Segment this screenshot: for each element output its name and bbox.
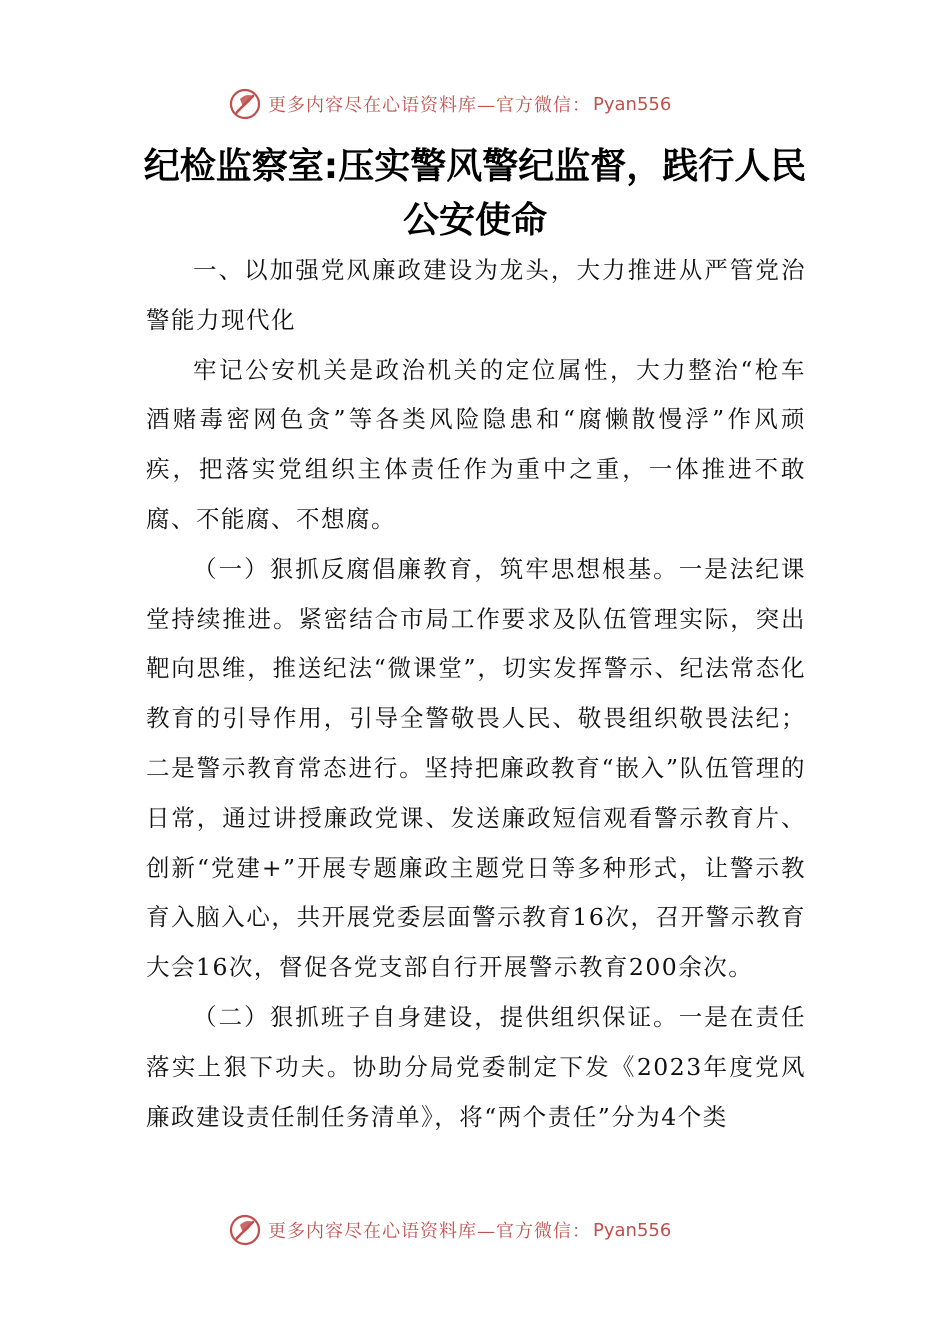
document-title: 纪检监察室:压实警风警纪监督，践行人民公安使命 (143, 146, 807, 241)
quill-logo-icon (228, 87, 262, 121)
paragraph: （一）狠抓反腐倡廉教育，筑牢思想根基。一是法纪课堂持续推进。紧密结合市局工作要求及队伍管理实际，突出靶向思维，推送纪法“微课堂”，切实发挥警示、纪法常态化教育的引导作用，引导全警敬畏人民、敬畏组织敬畏法纪；二是警示教育常态进行。坚持把廉政教育“嵌入”队伍管理的日常，通过讲授廉政党课、发送廉政短信观看警示教育片、创新“党建+”开展专题廉政主题党日等多种形式，让警示教育入脑入心，共开展党委层面警示教育16次，召开警示教育大会16次，督促各党支部自行开展警示教育200余次。 (146, 554, 806, 982)
header-watermark-banner (228, 84, 671, 124)
document-body (146, 246, 806, 1142)
quill-logo-icon (228, 1213, 262, 1247)
wechat-id: Pyan556 (593, 93, 672, 115)
section-heading: 一、以加强党风廉政建设为龙头，大力推进从严管党治警能力现代化 (146, 256, 806, 334)
paragraph: 牢记公安机关是政治机关的定位属性，大力整治“枪车酒赌毒密网色贪”等各类风险隐患和“腐懒散慢浮”作风顽疾，把落实党组织主体责任作为重中之重，一体推进不敢腐、不能腐、不想腐。 (146, 355, 806, 533)
footer-watermark-banner (228, 1210, 671, 1250)
banner-text: 更多内容尽在心语资料库—官方微信： (268, 1221, 591, 1242)
banner-text: 更多内容尽在心语资料库—官方微信： (268, 95, 591, 116)
wechat-id: Pyan556 (593, 1219, 672, 1241)
paragraph: （二）狠抓班子自身建设，提供组织保证。一是在责任落实上狠下功夫。协助分局党委制定下发《2023年度党风廉政建设责任制任务清单》，将“两个责任”分为4个类 (146, 1002, 806, 1131)
